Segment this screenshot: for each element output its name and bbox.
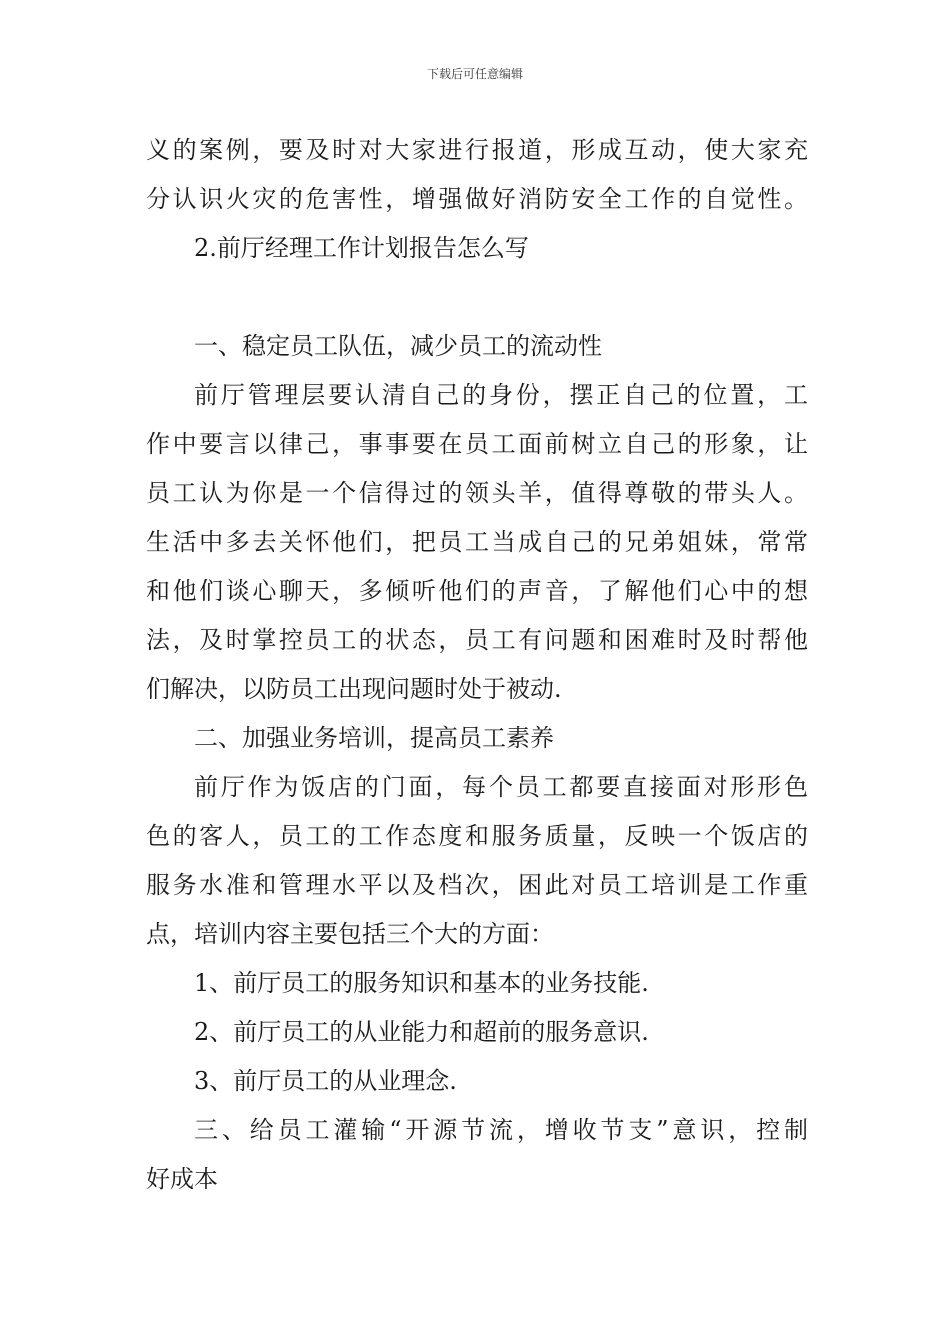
text-line: 生活中多去关怀他们，把员工当成自己的兄弟姐妹，常常 — [146, 528, 808, 556]
text-line: 员工认为你是一个信得过的领头羊，值得尊敬的带头人。 — [146, 479, 808, 507]
text-line: 前厅作为饭店的门面，每个员工都要直接面对形形色 — [194, 773, 808, 801]
document-body — [146, 126, 808, 1204]
text-line: 们解决，以防员工出现问题时处于被动. — [146, 675, 562, 703]
text-line: 分认识火灾的危害性，增强做好消防安全工作的自觉性。 — [146, 185, 808, 213]
text-line: 法，及时掌控员工的状态，员工有问题和困难时及时帮他 — [146, 626, 808, 654]
section-heading: 三、给员工灌输“开源节流，增收节支”意识，控制 — [194, 1116, 808, 1144]
list-item: 1、前厅员工的服务知识和基本的业务技能. — [194, 969, 649, 997]
section-heading: 一、稳定员工队伍，减少员工的流动性 — [194, 332, 602, 360]
list-item: 3、前厅员工的从业理念. — [194, 1067, 457, 1095]
text-line: 好成本 — [146, 1165, 218, 1193]
list-item: 2、前厅员工的从业能力和超前的服务意识. — [194, 1018, 649, 1046]
page-header-note: 下载后可任意编辑 — [426, 67, 523, 81]
text-line: 义的案例，要及时对大家进行报道，形成互动，使大家充 — [146, 136, 808, 164]
text-line: 和他们谈心聊天，多倾听他们的声音，了解他们心中的想 — [146, 577, 808, 605]
section-heading: 2.前厅经理工作计划报告怎么写 — [194, 234, 529, 262]
section-heading: 二、加强业务培训，提高员工素养 — [194, 724, 554, 752]
text-line: 前厅管理层要认清自己的身份，摆正自己的位置，工 — [194, 381, 808, 409]
text-line: 色的客人，员工的工作态度和服务质量，反映一个饭店的 — [146, 822, 808, 850]
blank-line — [146, 273, 808, 322]
text-line: 服务水准和管理水平以及档次，困此对员工培训是工作重 — [146, 871, 808, 899]
text-line: 作中要言以律己，事事要在员工面前树立自己的形象，让 — [146, 430, 808, 458]
text-line: 点，培训内容主要包括三个大的方面： — [146, 920, 554, 948]
